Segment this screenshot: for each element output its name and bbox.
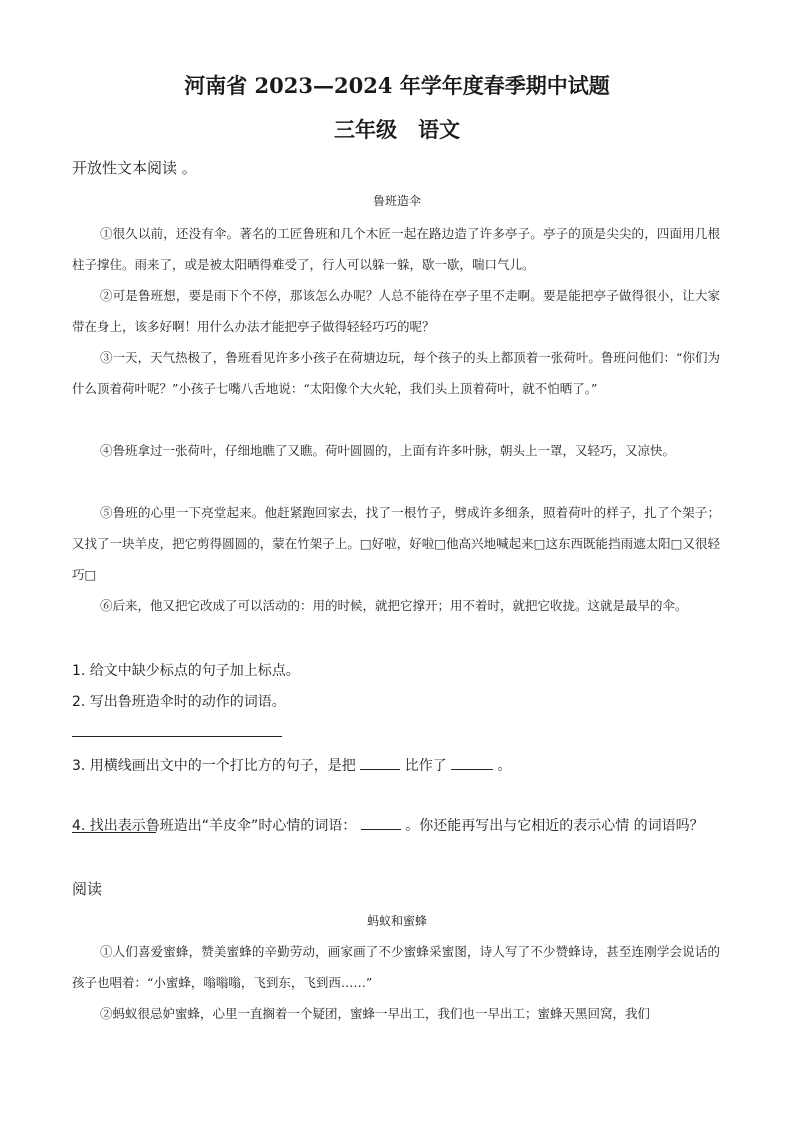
question-4-text-a: 4. 找出表示鲁班造出“羊皮伞”时心情的词语： (72, 818, 357, 834)
question-1: 1. 给文中缺少标点的句子加上标点。 (72, 663, 300, 679)
question-4-text-b: 。你还能再写出与它相近的表示心情 的词语吗？ (405, 818, 704, 834)
passage2-paragraph-2: ②蚂蚁很忌妒蜜蜂，心里一直搁着一个疑团，蜜蜂一早出工，我们也一早出工；蜜蜂天黑回窝，我们 (100, 1006, 651, 1021)
passage2-title: 蚂蚁和蜜蜂 (366, 914, 427, 928)
answer-blank-q3-b[interactable] (451, 768, 493, 770)
passage1-paragraph-3: ③一天，天气热极了，鲁班看见许多小孩子在荷塘边玩，每个孩子的头上都顶着一张荷叶。鲁班问他们：“你们为什么顶着荷叶呢？”小孩子七嘴八舌地说：“太阳像个大火轮，我们头上顶着荷叶，就不怕晒了。” (72, 350, 720, 396)
exam-title: 河南省 2023—2024 年学年度春季期中试题 (184, 73, 610, 98)
question-4 (72, 815, 704, 835)
passage1-paragraph-6: ⑥后来，他又把它改成了可以活动的：用的时候，就把它撑开；用不着时，就把它收拢。这就是最早的伞。 (100, 598, 688, 613)
question-3-text-a: 3. 用横线画出文中的一个打比方的句子，是把 (72, 758, 356, 774)
question-3-text-c: 。 (497, 758, 512, 774)
section1-heading: 开放性文本阅读 。 (72, 159, 197, 177)
passage1-paragraph-1: ①很久以前，还没有伞。著名的工匠鲁班和几个木匠一起在路边造了许多亭子。亭子的顶是尖尖的，四面用几根柱子撑住。雨来了，或是被太阳晒得难受了，行人可以躲一躲，歇一歇，喘口气儿。 (72, 226, 720, 272)
passage1-paragraph-5: ⑤鲁班的心里一下亮堂起来。他赶紧跑回家去，找了一根竹子，劈成许多细条，照着荷叶的样子，扎了个架子；又找了一块羊皮，把它剪得圆圆的，蒙在竹架子上。□好啦，好啦□他高兴地喊起来□这东西既能挡雨遮太阳□又很轻巧□ (72, 505, 720, 582)
question-3-text-b: 比作了 (404, 758, 447, 774)
answer-blank-q3-a[interactable] (360, 768, 400, 770)
passage2-paragraph-1: ①人们喜爱蜜蜂，赞美蜜蜂的辛勤劳动，画家画了不少蜜蜂采蜜图，诗人写了不少赞蜂诗，甚至连刚学会说话的孩子也唱着：“小蜜蜂，嗡嗡嗡，飞到东，飞到西……” (72, 944, 720, 990)
answer-line-q2[interactable] (72, 736, 282, 737)
passage1-title: 鲁班造伞 (372, 194, 421, 208)
question-2: 2. 写出鲁班造伞时的动作的词语。 (72, 694, 286, 710)
passage1-paragraph-4: ④鲁班拿过一张荷叶，仔细地瞧了又瞧。荷叶圆圆的，上面有许多叶脉，朝头上一罩，又轻巧，又凉快。 (100, 443, 676, 458)
answer-blank-q4[interactable] (361, 828, 401, 830)
answer-line-q4[interactable] (72, 832, 156, 833)
passage1-paragraph-2: ②可是鲁班想，要是雨下个不停，那该怎么办呢？人总不能待在亭子里不走啊。要是能把亭子做得很小，让大家带在身上，该多好啊！用什么办法才能把亭子做得轻轻巧巧的呢？ (72, 288, 720, 334)
section2-heading: 阅读 (72, 880, 103, 898)
question-3 (72, 755, 512, 775)
exam-subtitle: 三年级 语文 (334, 117, 460, 142)
